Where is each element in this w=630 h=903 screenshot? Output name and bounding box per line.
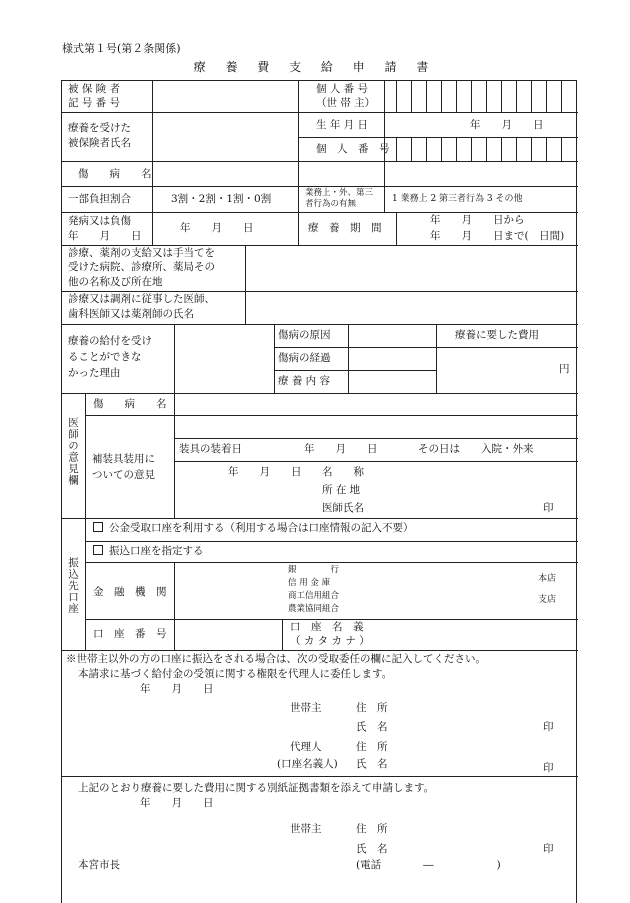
branch-label: 支店 (538, 595, 557, 605)
head-office-label: 本店 (538, 574, 557, 584)
col-line (274, 324, 275, 393)
patient-name-label: 療養を受けた (68, 122, 131, 134)
practitioner-label: 歯科医師又は薬剤師の氏名 (68, 308, 194, 320)
seal-mark: 印 (543, 843, 554, 855)
digit-box-line (546, 137, 547, 161)
doctor-disease-label: 傷 病 名 (93, 398, 167, 410)
designate-account-text: 振込口座を指定する (109, 545, 204, 557)
col-line (85, 393, 86, 650)
hospital-label: 他の名称及び所在地 (68, 276, 163, 288)
hospital-label: 受けた病院、診療所、薬局その (68, 261, 215, 273)
row-line (274, 347, 436, 348)
row-line (436, 347, 578, 348)
digit-box-line (426, 81, 427, 112)
seal-mark: 印 (543, 762, 554, 774)
doctor-opinion-section: 医師の意見欄 (67, 417, 79, 486)
birth-date-label: 生 年 月 日 (316, 119, 369, 131)
col-line (384, 186, 385, 212)
device-date-fill: 年 月 日 (304, 443, 378, 455)
period-to: 年 月 日まで( 日間) (430, 230, 565, 242)
seal-mark: 印 (543, 721, 554, 733)
row-line (62, 112, 578, 113)
col-line (152, 186, 153, 212)
householder-label: 世帯主 (290, 702, 322, 714)
applicant-householder-label: 世帯主 (290, 823, 322, 835)
row-line (62, 245, 578, 246)
application-statement: 上記のとおり療養に要した費用に関する別紙証拠書類を添えて申請します。 (78, 782, 435, 794)
row-line (174, 438, 578, 439)
application-date: 年 月 日 (140, 797, 214, 809)
bank-type-nokyo: 農業協同組合 (288, 604, 340, 614)
public-account-checkbox[interactable] (93, 522, 103, 532)
yen-unit: 円 (559, 363, 570, 375)
digit-box-line (441, 81, 442, 112)
digit-box-line (411, 81, 412, 112)
copay-options: 3割・2割・1割・0割 (171, 193, 272, 205)
digit-box-line (456, 81, 457, 112)
onset-label: 年 月 日 (68, 230, 142, 242)
row-line (174, 461, 578, 462)
col-line (245, 245, 246, 324)
digit-box-line (531, 137, 532, 161)
col-line (282, 619, 283, 650)
row-line (62, 324, 578, 325)
row-line (85, 619, 578, 620)
onset-date-fill: 年 月 日 (180, 222, 254, 234)
row-line (85, 562, 578, 563)
col-line (384, 81, 385, 186)
row-line (62, 161, 578, 162)
content-label: 療 養 内 容 (278, 375, 331, 387)
col-line (174, 393, 175, 441)
applicant-phone: (電話 ― ) (356, 859, 501, 871)
transfer-account-section: 振込先口座 (67, 557, 79, 615)
col-line (174, 562, 175, 650)
account-holder-kana: （ カ タ カ ナ ） (290, 635, 370, 647)
mayor-label: 本宮市長 (78, 859, 120, 871)
facility-name-label: 名 称 (322, 466, 364, 478)
row-line (62, 212, 578, 213)
agent-label: 代理人 (290, 741, 322, 753)
personal-number-household-label: （世 帯 主） (316, 97, 376, 109)
reason-label: かった理由 (68, 367, 121, 379)
digit-box-line (501, 137, 502, 161)
practitioner-label: 診療又は調剤に従事した医師、 (68, 293, 215, 305)
row-line (274, 370, 436, 371)
row-line (62, 186, 578, 187)
row-line (62, 518, 578, 519)
digit-box-line (471, 81, 472, 112)
householder-name-label: 氏 名 (356, 721, 388, 733)
row-line (85, 541, 578, 542)
digit-box-line (486, 81, 487, 112)
form-title: 療 養 費 支 給 申 請 書 (193, 60, 437, 74)
device-opinion-label: 補装具装用に (92, 453, 155, 465)
form-number: 様式第１号(第２条関係) (62, 42, 181, 55)
householder-address-label: 住 所 (356, 702, 388, 714)
applicant-name-label: 氏 名 (356, 843, 388, 855)
agent-account-holder-label: (口座名義人) (277, 758, 338, 770)
col-line (298, 186, 299, 212)
onset-label: 発病又は負傷 (68, 215, 131, 227)
personal-number-household-label: 個 人 番 号 (316, 83, 369, 95)
bank-type-shoko: 商工信用組合 (288, 591, 340, 601)
digit-box-line (561, 81, 562, 112)
insured-number-label: 記 号 番 号 (68, 97, 121, 109)
patient-name-label: 被保険者氏名 (68, 137, 131, 149)
digit-box-line (411, 137, 412, 161)
reason-label: 療養の給付を受け (68, 335, 152, 347)
digit-box-line (531, 81, 532, 112)
period-from: 年 月 日から (430, 214, 525, 226)
application-form (61, 80, 577, 903)
physician-name-label: 医師氏名 (322, 502, 364, 514)
bank-type-bank: 銀 行 (288, 565, 340, 575)
seal-mark: 印 (543, 502, 554, 514)
row-line (85, 415, 578, 416)
device-date-label: 装具の装着日 (179, 443, 242, 455)
treatment-period-label: 療 養 期 間 (308, 222, 382, 234)
copay-label: 一部負担割合 (68, 193, 131, 205)
device-opinion-label: ついての意見 (92, 469, 155, 481)
account-holder-label: 口 座 名 義 (290, 621, 364, 633)
digit-box-line (561, 137, 562, 161)
col-line (298, 212, 299, 245)
agent-address-label: 住 所 (356, 741, 388, 753)
agent-name-label: 氏 名 (356, 758, 388, 770)
inpatient-outpatient: その日は 入院・外来 (418, 443, 534, 455)
delegation-text: 本請求に基づく給付金の受領に関する権限を代理人に委任します。 (78, 668, 393, 680)
disease-label: 傷 病 名 (78, 168, 152, 180)
doctor-date: 年 月 日 (228, 466, 302, 478)
row-line (62, 776, 578, 777)
facility-address-label: 所 在 地 (322, 484, 361, 496)
cost-label: 療養に要した費用 (455, 329, 539, 341)
col-line (152, 212, 153, 245)
digit-box-line (456, 137, 457, 161)
account-number-label: 口 座 番 号 (93, 628, 167, 640)
digit-box-line (471, 137, 472, 161)
applicant-address-label: 住 所 (356, 823, 388, 835)
row-line (62, 291, 578, 292)
insured-number-label: 被 保 険 者 (68, 83, 121, 95)
digit-box-line (396, 81, 397, 112)
digit-box-line (426, 137, 427, 161)
public-account-text: 公金受取口座を利用する（利用する場合は口座情報の記入不要） (109, 522, 414, 534)
progress-label: 傷病の経過 (278, 352, 331, 364)
col-line (436, 324, 437, 393)
third-party-options: 1 業務上 2 第三者行為 3 その他 (392, 194, 523, 204)
digit-box-line (486, 137, 487, 161)
delegation-date: 年 月 日 (140, 683, 214, 695)
birth-date-fill: 年 月 日 (470, 119, 544, 131)
col-line (396, 212, 397, 245)
cause-label: 傷病の原因 (278, 329, 331, 341)
digit-box-line (501, 81, 502, 112)
hospital-label: 診療、薬剤の支給又は手当てを (68, 247, 215, 259)
row-line (62, 393, 578, 394)
personal-number-label: 個 人 番 号 (316, 143, 390, 155)
designate-account-checkbox[interactable] (93, 545, 103, 555)
row-line (298, 137, 578, 138)
row-line (62, 650, 578, 651)
delegation-note: ※世帯主以外の方の口座に振込をされる場合は、次の受取委任の欄に記入してください。 (66, 653, 486, 665)
col-line (174, 324, 175, 393)
designate-account-option[interactable] (93, 545, 204, 558)
digit-box-line (441, 137, 442, 161)
digit-box-line (516, 81, 517, 112)
col-line (348, 324, 349, 393)
digit-box-line (516, 137, 517, 161)
digit-box-line (396, 137, 397, 161)
third-party-label: 者行為の有無 (305, 199, 357, 209)
col-line (298, 81, 299, 186)
col-line (174, 438, 175, 518)
bank-type-shinkin: 信 用 金 庫 (288, 578, 331, 588)
digit-box-line (546, 81, 547, 112)
bank-label: 金 融 機 関 (93, 586, 167, 598)
third-party-label: 業務上・外、第三 (305, 188, 374, 198)
reason-label: ることができな (68, 351, 142, 363)
public-account-option[interactable] (93, 522, 414, 535)
